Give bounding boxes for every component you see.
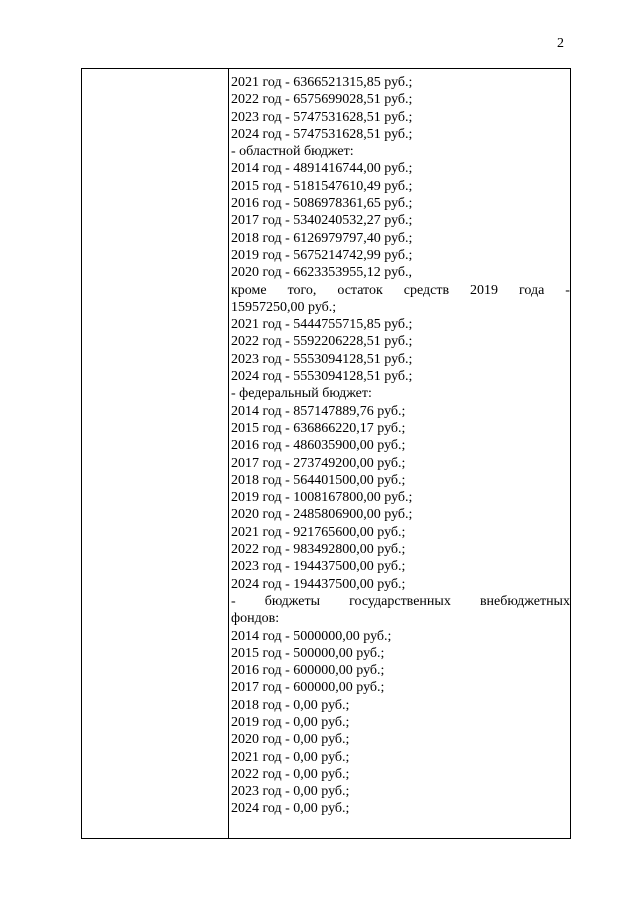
funding-line: 2019 год - 0,00 руб.; — [231, 714, 350, 730]
funds-word: - — [231, 593, 236, 609]
funding-line: 2022 год - 6575699028,51 руб.; — [231, 92, 413, 108]
funding-line: 2019 год - 1008167800,00 руб.; — [231, 490, 413, 506]
funding-line: 2014 год - 857147889,76 руб.; — [231, 403, 406, 419]
column-divider — [228, 69, 229, 838]
funding-line: 2016 год - 600000,00 руб.; — [231, 663, 385, 679]
funding-line: 2024 год - 5553094128,51 руб.; — [231, 369, 413, 385]
funding-lines-group — [231, 316, 570, 593]
funding-line: 2022 год - 5592206228,51 руб.; — [231, 334, 413, 350]
document-table — [81, 68, 571, 839]
funding-line: 2018 год - 0,00 руб.; — [231, 697, 350, 713]
remainder-word: средств — [403, 282, 450, 298]
funding-line: 2020 год - 0,00 руб.; — [231, 732, 350, 748]
funding-lines-group — [231, 74, 570, 282]
funding-line: 2015 год - 500000,00 руб.; — [231, 645, 385, 661]
remainder-word: года — [518, 282, 545, 298]
funding-line: 2024 год - 194437500,00 руб.; — [231, 576, 406, 592]
funding-line: 2015 год - 5181547610,49 руб.; — [231, 178, 413, 194]
funds-word: государственных — [349, 593, 451, 609]
funding-line: 2015 год - 636866220,17 руб.; — [231, 420, 406, 436]
remainder-line — [231, 282, 570, 299]
funding-line: 2023 год - 5553094128,51 руб.; — [231, 351, 413, 367]
funds-line — [231, 593, 570, 610]
remainder-word: - — [565, 282, 570, 298]
funding-line: - федеральный бюджет: — [231, 386, 372, 402]
funding-lines-group — [231, 628, 570, 818]
funding-line: 2021 год - 0,00 руб.; — [231, 749, 350, 765]
funds-word: бюджеты — [264, 593, 321, 609]
funding-line: 2019 год - 5675214742,99 руб.; — [231, 247, 413, 263]
funding-line: 2017 год - 5340240532,27 руб.; — [231, 213, 413, 229]
funding-line: 2021 год - 6366521315,85 руб.; — [231, 75, 413, 90]
funding-line: 2016 год - 5086978361,65 руб.; — [231, 196, 413, 212]
funding-line: 2020 год - 2485806900,00 руб.; — [231, 507, 413, 523]
funding-line: 2023 год - 5747531628,51 руб.; — [231, 109, 413, 125]
funding-line: 2014 год - 4891416744,00 руб.; — [231, 161, 413, 177]
funding-line: 2024 год - 5747531628,51 руб.; — [231, 126, 413, 142]
funding-line: 2020 год - 6623353955,12 руб., — [231, 265, 413, 281]
page-number: 2 — [557, 36, 564, 51]
funding-text-cell — [231, 74, 570, 818]
funding-line: 2016 год - 486035900,00 руб.; — [231, 438, 406, 454]
funding-line: 2022 год - 983492800,00 руб.; — [231, 542, 406, 558]
funds-line-end: фондов: — [231, 611, 280, 627]
funding-line: 2017 год - 600000,00 руб.; — [231, 680, 385, 696]
remainder-word: остаток — [337, 282, 383, 298]
funding-line: 2023 год - 194437500,00 руб.; — [231, 559, 406, 575]
funding-line: 2017 год - 273749200,00 руб.; — [231, 455, 406, 471]
funding-line: 2021 год - 921765600,00 руб.; — [231, 524, 406, 540]
remainder-word: того, — [287, 282, 317, 298]
funding-line: 2014 год - 5000000,00 руб.; — [231, 628, 392, 644]
funding-line: 2018 год - 6126979797,40 руб.; — [231, 230, 413, 246]
funds-word: внебюджетных — [479, 593, 570, 609]
funding-line: - областной бюджет: — [231, 144, 354, 160]
remainder-word: кроме — [231, 282, 267, 298]
funding-line: 2018 год - 564401500,00 руб.; — [231, 472, 406, 488]
funding-line: 2023 год - 0,00 руб.; — [231, 784, 350, 800]
funding-line: 2022 год - 0,00 руб.; — [231, 766, 350, 782]
funding-line: 2024 год - 0,00 руб.; — [231, 801, 350, 817]
funding-line: 2021 год - 5444755715,85 руб.; — [231, 317, 413, 333]
remainder-line-end: 15957250,00 руб.; — [231, 299, 337, 315]
remainder-word: 2019 — [470, 282, 499, 298]
